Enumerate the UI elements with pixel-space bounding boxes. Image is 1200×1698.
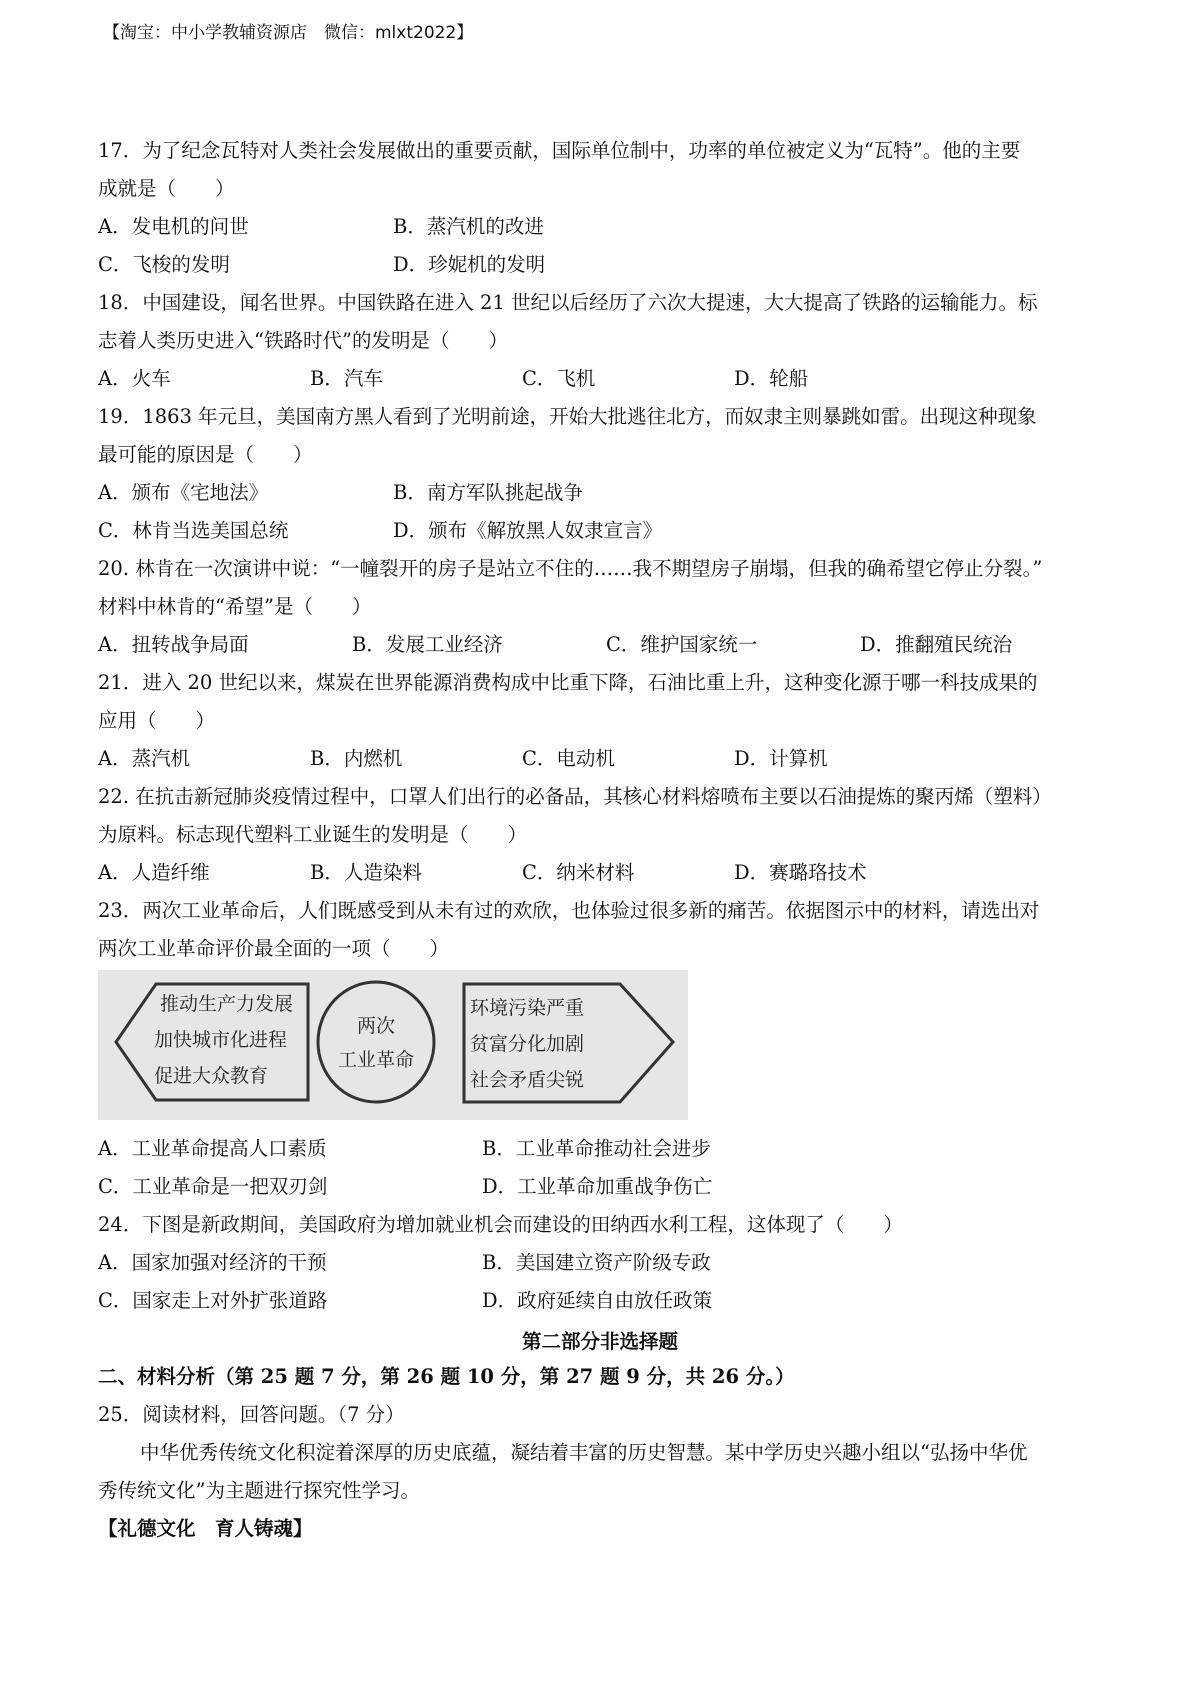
q19-stem-line2: 最可能的原因是（ ） — [98, 443, 313, 466]
q19-stem-line1: 19．1863 年元旦，美国南方黑人看到了光明前途，开始大批逃往北方，而奴隶主则暴跳如雷。出现这种现象 — [98, 405, 1037, 428]
figure-right-line3: 社会矛盾尖锐 — [470, 1069, 585, 1091]
q24-stem-line1: 24．下图是新政期间，美国政府为增加就业机会而建设的田纳西水利工程，这体现了（ ） — [98, 1213, 903, 1236]
page-header: 【淘宝：中小学教辅资源店 微信：mlxt2022】 — [103, 23, 474, 43]
q18-stem-line2: 志着人类历史进入“铁路时代”的发明是（ ） — [98, 329, 508, 352]
q20-option-b: B．发展工业经济 — [352, 633, 503, 656]
q21-stem-line1: 21．进入 20 世纪以来，煤炭在世界能源消费构成中比重下降，石油比重上升，这种变化源于哪一科技成果的 — [98, 671, 1038, 694]
section-heading: 二、材料分析（第 25 题 7 分，第 26 题 10 分，第 27 题 9 分，共 26 分。） — [98, 1365, 795, 1388]
q19-option-a: A．颁布《宅地法》 — [98, 481, 269, 504]
q25-stem: 25．阅读材料，回答问题。（7 分） — [98, 1403, 405, 1426]
q17-option-d: D．珍妮机的发明 — [393, 253, 546, 276]
q24-option-a: A．国家加强对经济的干预 — [98, 1251, 327, 1274]
q20-stem-line2: 材料中林肯的“希望”是（ ） — [98, 595, 372, 618]
q19-option-c: C．林肯当选美国总统 — [98, 519, 289, 542]
figure-left-line2: 加快城市化进程 — [154, 1029, 288, 1051]
sub-heading: 【礼德文化 育人铸魂】 — [98, 1517, 313, 1540]
q23-option-c: C．工业革命是一把双刃剑 — [98, 1175, 328, 1198]
q22-stem-line2: 为原料。标志现代塑料工业诞生的发明是（ ） — [98, 823, 528, 846]
q22-option-d: D．赛璐珞技术 — [734, 861, 867, 884]
q22-stem-line1: 22. 在抗击新冠肺炎疫情过程中，口罩人们出行的必备品，其核心材料熔喷布主要以石油提炼的聚丙烯（塑料） — [98, 785, 1052, 808]
q17-option-b: B．蒸汽机的改进 — [393, 215, 544, 238]
q19-option-d: D．颁布《解放黑人奴隶宣言》 — [393, 519, 663, 542]
q20-stem-line1: 20. 林肯在一次演讲中说：“一幢裂开的房子是站立不住的……我不期望房子崩塌，但我的确希望它停止分裂。” — [98, 557, 1043, 580]
q17-option-c: C．飞梭的发明 — [98, 253, 230, 276]
industrial-revolution-figure — [98, 970, 688, 1120]
q23-option-b: B．工业革命推动社会进步 — [482, 1137, 711, 1160]
q20-option-c: C．维护国家统一 — [606, 633, 758, 656]
q21-option-a: A．蒸汽机 — [98, 747, 191, 770]
q17-option-a: A．发电机的问世 — [98, 215, 249, 238]
figure-center-line1: 两次 — [356, 1015, 396, 1037]
q18-option-a: A．火车 — [98, 367, 171, 390]
q20-option-a: A．扭转战争局面 — [98, 633, 249, 656]
figure-left-line1: 推动生产力发展 — [160, 993, 294, 1015]
figure-left-line3: 促进大众教育 — [154, 1065, 269, 1087]
q17-stem-line2: 成就是（ ） — [98, 177, 235, 200]
q18-option-d: D．轮船 — [734, 367, 809, 390]
figure-right-line1: 环境污染严重 — [470, 997, 585, 1019]
q21-option-b: B．内燃机 — [310, 747, 403, 770]
q24-option-b: B．美国建立资产阶级专政 — [482, 1251, 711, 1274]
q24-option-d: D．政府延续自由放任政策 — [482, 1289, 713, 1312]
q21-option-d: D．计算机 — [734, 747, 828, 770]
q19-option-b: B．南方军队挑起战争 — [393, 481, 583, 504]
q22-option-b: B．人造染料 — [310, 861, 422, 884]
q20-option-d: D．推翻殖民统治 — [860, 633, 1013, 656]
q17-stem-line1: 17．为了纪念瓦特对人类社会发展做出的重要贡献，国际单位制中，功率的单位被定义为“瓦特”。他的主要 — [98, 139, 1021, 162]
q18-option-b: B．汽车 — [310, 367, 383, 390]
q25-para-line1: 中华优秀传统文化积淀着深厚的历史底蕴，凝结着丰富的历史智慧。某中学历史兴趣小组以“弘扬中华优 — [140, 1441, 1028, 1464]
q23-stem-line2: 两次工业革命评价最全面的一项（ ） — [98, 937, 450, 960]
figure-right-line2: 贫富分化加剧 — [470, 1033, 585, 1055]
q18-option-c: C．飞机 — [522, 367, 596, 390]
q24-option-c: C．国家走上对外扩张道路 — [98, 1289, 328, 1312]
figure-center-line2: 工业革命 — [337, 1049, 415, 1071]
q21-option-c: C．电动机 — [522, 747, 615, 770]
q25-para-line2: 秀传统文化”为主题进行探究性学习。 — [98, 1479, 420, 1502]
q21-stem-line2: 应用（ ） — [98, 709, 216, 732]
q22-option-c: C．纳米材料 — [522, 861, 635, 884]
part2-title: 第二部分非选择题 — [521, 1330, 678, 1353]
q23-stem-line1: 23．两次工业革命后，人们既感受到从未有过的欢欣，也体验过很多新的痛苦。依据图示中的材料，请选出对 — [98, 899, 1040, 922]
q23-option-a: A．工业革命提高人口素质 — [98, 1137, 327, 1160]
q18-stem-line1: 18．中国建设，闻名世界。中国铁路在进入 21 世纪以后经历了六次大提速，大大提高了铁路的运输能力。标 — [98, 291, 1038, 314]
q22-option-a: A．人造纤维 — [98, 861, 210, 884]
q23-option-d: D．工业革命加重战争伤亡 — [482, 1175, 713, 1198]
